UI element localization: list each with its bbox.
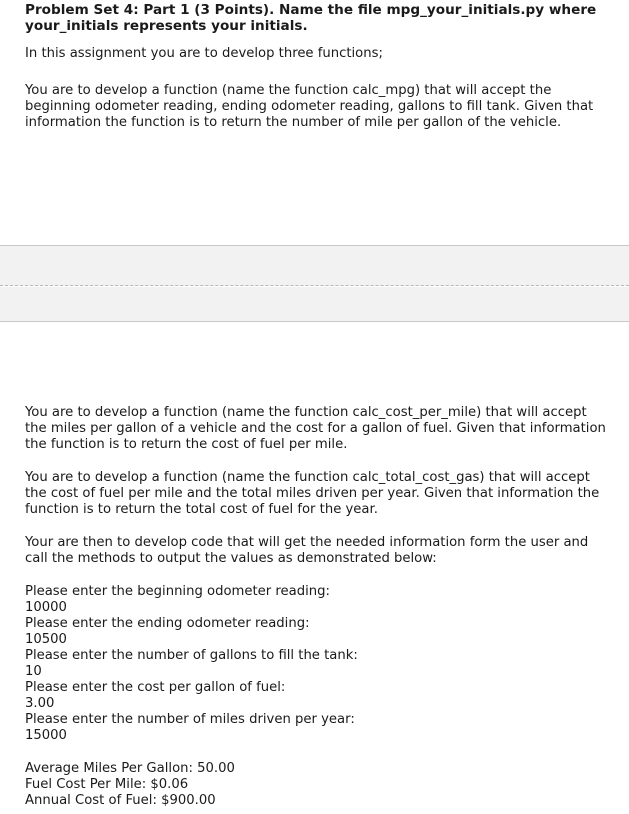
paragraph-line: You are to develop a function (name the function calc_cost_per_mile) that will accept <box>25 405 587 420</box>
page-break-band-top <box>0 245 629 286</box>
prompt-line: Please enter the ending odometer reading: <box>25 616 310 631</box>
paragraph-line: information the function is to return the number of mile per gallon of the vehicle. <box>25 115 562 130</box>
output-line: Annual Cost of Fuel: $900.00 <box>25 793 216 808</box>
intro-text: In this assignment you are to develop three functions; <box>25 46 383 61</box>
prompt-line: Please enter the beginning odometer reading: <box>25 584 330 599</box>
calc-mpg-paragraph <box>25 83 615 131</box>
problem-title <box>25 2 615 34</box>
input-value: 10000 <box>25 600 67 615</box>
input-value: 3.00 <box>25 696 55 711</box>
page-break-band-bottom <box>0 287 629 322</box>
sample-input-block <box>25 584 615 744</box>
paragraph-line: call the methods to output the values as demonstrated below: <box>25 551 437 566</box>
paragraph-line: the cost of fuel per mile and the total miles driven per year. Given that information the <box>25 486 600 501</box>
paragraph-line: function is to return the total cost of fuel for the year. <box>25 502 378 517</box>
paragraph-line: Your are then to develop code that will get the needed information form the user and <box>25 535 589 550</box>
output-line: Fuel Cost Per Mile: $0.06 <box>25 777 189 792</box>
prompt-line: Please enter the number of miles driven per year: <box>25 712 355 727</box>
calc-cost-per-mile-paragraph <box>25 405 615 453</box>
output-line: Average Miles Per Gallon: 50.00 <box>25 761 235 776</box>
prompt-line: Please enter the number of gallons to fill the tank: <box>25 648 358 663</box>
prompt-line: Please enter the cost per gallon of fuel: <box>25 680 286 695</box>
main-code-paragraph <box>25 535 615 567</box>
paragraph-line: the miles per gallon of a vehicle and the cost for a gallon of fuel. Given that information <box>25 421 606 436</box>
intro-paragraph <box>25 46 615 62</box>
paragraph-line: beginning odometer reading, ending odometer reading, gallons to fill tank. Given that <box>25 99 594 114</box>
paragraph-line: You are to develop a function (name the function calc_total_cost_gas) that will accept <box>25 470 590 485</box>
page-break-divider <box>0 285 629 286</box>
problem-title-line-2: your_initials represents your initials. <box>25 18 308 34</box>
sample-output-block <box>25 761 615 809</box>
input-value: 10 <box>25 664 42 679</box>
input-value: 15000 <box>25 728 67 743</box>
problem-title-line-1: Problem Set 4: Part 1 (3 Points). Name the file mpg_your_initials.py where <box>25 2 597 18</box>
paragraph-line: the function is to return the cost of fuel per mile. <box>25 437 348 452</box>
calc-total-cost-gas-paragraph <box>25 470 615 518</box>
paragraph-line: You are to develop a function (name the function calc_mpg) that will accept the <box>25 83 552 98</box>
input-value: 10500 <box>25 632 67 647</box>
